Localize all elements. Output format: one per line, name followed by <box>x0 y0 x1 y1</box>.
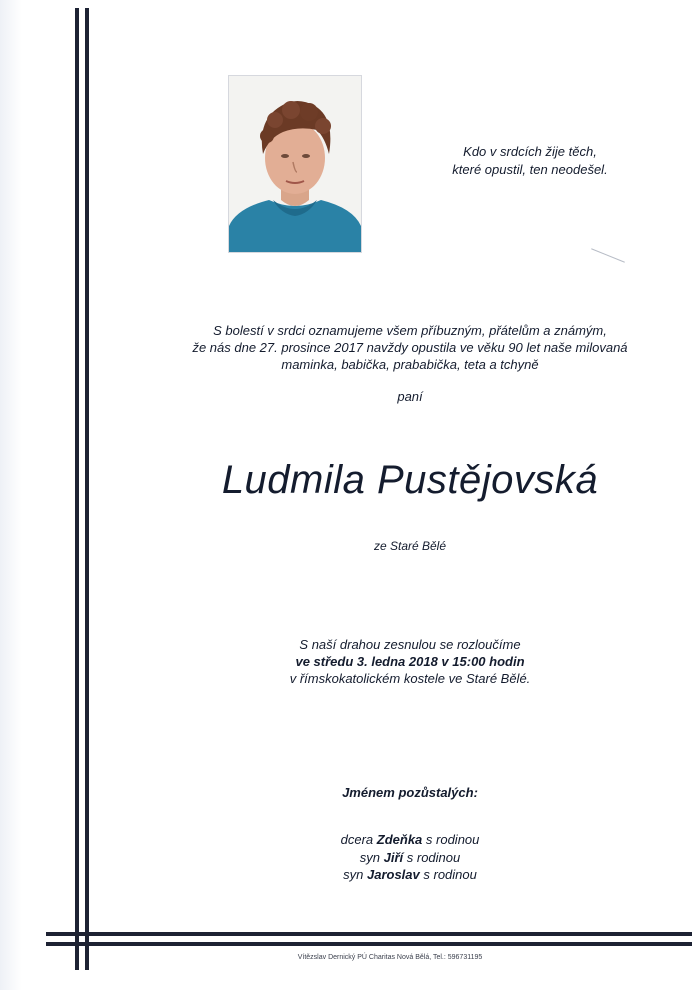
deceased-name: Ludmila Pustějovská <box>221 458 599 502</box>
family-relation: dcera <box>340 832 374 847</box>
family-list <box>100 831 700 884</box>
announcement-line: že nás dne 27. prosince 2017 navždy opustila ve věku 90 let naše milovaná <box>192 340 628 355</box>
ceremony-location: v římskokatolickém kostele ve Staré Bělé. <box>289 671 531 686</box>
announcement-line: maminka, babička, prababička, teta a tchyně <box>281 357 539 372</box>
ceremony-line: S naší drahou zesnulou se rozloučíme <box>299 637 521 652</box>
family-name: Jiří <box>383 849 404 865</box>
mourning-border-vertical-outer <box>75 8 79 970</box>
portrait-photo <box>228 75 362 253</box>
announcement-line: S bolestí v srdci oznamujeme všem příbuzným, přátelům a známým, <box>213 323 607 338</box>
mourning-border-horizontal-upper <box>46 932 692 936</box>
family-suffix: s rodinou <box>425 832 480 847</box>
family-relation: syn <box>359 849 380 865</box>
family-name: Jaroslav <box>366 867 420 882</box>
family-suffix: s rodinou <box>406 849 461 865</box>
pen-mark <box>591 248 625 262</box>
family-name: Zdeňka <box>376 832 423 847</box>
bereaved-heading: Jménem pozůstalých: <box>342 785 478 800</box>
family-relation: syn <box>343 867 364 882</box>
honorific: paní <box>397 389 423 404</box>
hometown: ze Staré Bělé <box>373 539 447 553</box>
mourning-border-vertical-inner <box>85 8 89 970</box>
mourning-border-horizontal-lower <box>46 942 692 946</box>
ceremony-date-time: ve středu 3. ledna 2018 v 15:00 hodin <box>295 654 525 669</box>
funeral-service-footer: Vítězslav Dernický PÚ Charitas Nová Bělá, Tel.: 596731195 <box>297 954 483 961</box>
family-suffix: s rodinou <box>423 867 477 882</box>
funeral-details <box>100 636 700 687</box>
memorial-quote-line: Kdo v srdcích žije těch, <box>463 144 597 159</box>
family-member <box>100 849 700 867</box>
memorial-quote-line: které opustil, ten neodešel. <box>452 162 608 177</box>
family-member <box>100 866 700 884</box>
scan-edge-shadow <box>0 0 22 990</box>
death-announcement <box>100 322 700 373</box>
family-member <box>100 831 700 849</box>
memorial-quote <box>440 143 620 179</box>
